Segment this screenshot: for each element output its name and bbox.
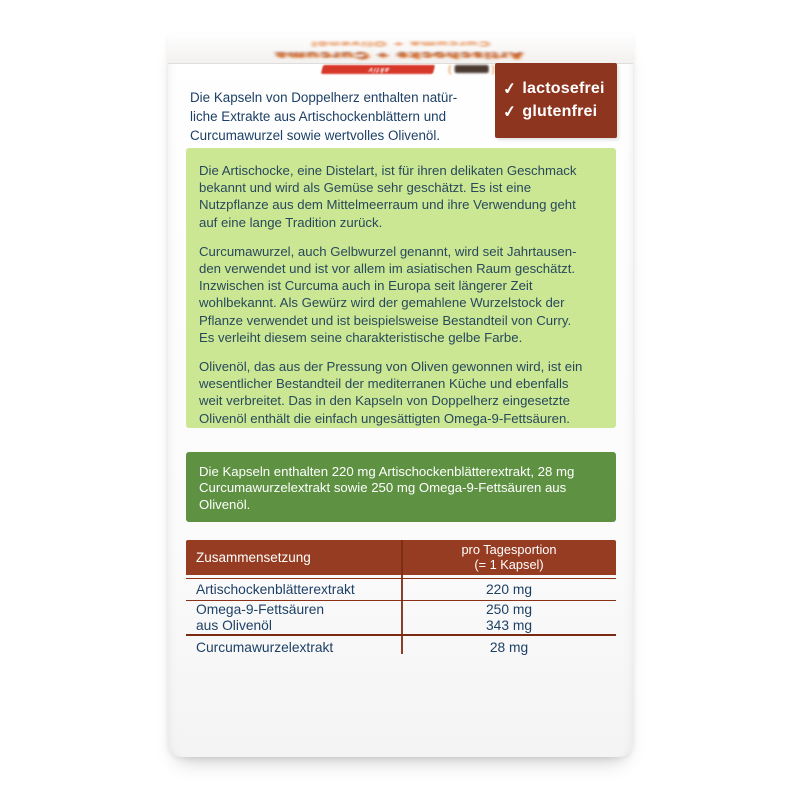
row-name: Curcumawurzelextrakt: [196, 640, 334, 655]
text-line: Curcumawurzel sowie wertvolles Olivenöl.: [190, 128, 441, 143]
nutrition-table: [186, 540, 616, 659]
doppelherz-logo: [448, 64, 495, 75]
aktiv-pill: [321, 65, 435, 74]
logo-bracket-left: (: [491, 64, 495, 75]
ingredient-info-panel: [186, 148, 616, 428]
text-line: Olivenöl.: [199, 496, 251, 512]
text-line: Olivenöl enthält die einfach ungesättigten Omega-9-Fettsäuren.: [199, 410, 570, 426]
brand-print: [250, 38, 550, 75]
text-line: bekannt und wird als Gemüse sehr geschätzt. Es ist eine: [199, 180, 532, 196]
olive-oil-paragraph: [199, 358, 616, 427]
artichoke-paragraph: [199, 162, 616, 231]
product-box-back-panel: [168, 34, 633, 757]
text-line: pro Tagesportion: [461, 542, 557, 557]
brand-print-line-big: Artischocke + Curcuma: [275, 50, 525, 62]
row-name: [186, 602, 402, 634]
claim-label: lactosefrei: [522, 80, 605, 97]
logo-bracket-right: ): [447, 64, 451, 75]
header-composition: Zusammensetzung: [196, 550, 311, 565]
text-line: 343 mg: [485, 617, 533, 633]
box-top-flap: [168, 34, 633, 75]
text-line: aus Olivenöl: [196, 617, 272, 633]
text-line: wohlbekannt. Als Gewürz wird der gemahlene Wurzelstock der: [199, 295, 565, 311]
logo-heart-icon: [454, 66, 488, 74]
row-value: 220 mg: [485, 582, 533, 597]
claims-badge: [495, 63, 617, 138]
text-line: wesentlicher Bestandteil der mediterranen Küche und ebenfalls: [199, 376, 569, 392]
text-line: weit verbreitet. Das in den Kapseln von Doppelherz eingesetzte: [199, 393, 570, 409]
row-name: Artischockenblätterextrakt: [196, 582, 355, 597]
text-line: Omega-9-Fettsäuren: [196, 602, 325, 617]
text-line: Inzwischen ist Curcuma auch in Europa seit längerer Zeit: [199, 278, 533, 294]
text-line: den verwendet und ist vor allem im asiatischen Raum geschätzt.: [199, 261, 576, 277]
text-line: Curcumawurzelextrakt sowie 250 mg Omega-9-Fettsäuren aus: [199, 480, 567, 496]
check-icon: ✓: [502, 103, 518, 122]
text-line: Pflanze verwendet und ist beispielsweise Bestandteil von Curry.: [199, 312, 572, 328]
row-value: [402, 602, 616, 634]
text-line: Die Artischocke, eine Distelart, ist für ihren delikaten Geschmack: [199, 163, 577, 178]
text-line: Nutzpflanze aus dem Mittelmeerraum und ihre Verwendung geht: [199, 197, 576, 213]
curcuma-paragraph: [199, 243, 616, 346]
aktiv-pill-label: aktiv: [366, 66, 390, 73]
text-line: Olivenöl, das aus der Pressung von Oliven gewonnen wird, ist ein: [199, 359, 583, 375]
claim-label: glutenfrei: [522, 103, 598, 120]
text-line: Die Kapseln von Doppelherz enthalten natür-: [190, 90, 458, 105]
capsule-content-panel: [186, 452, 616, 522]
brand-print-line-small: Curcuma + Olivenöl: [310, 39, 490, 48]
text-line: 250 mg: [485, 602, 533, 617]
intro-text: [190, 88, 490, 145]
claim-glutenfree: [503, 102, 617, 122]
text-line: auf eine lange Tradition zurück.: [199, 214, 383, 230]
header-portion: [402, 543, 616, 572]
brand-print-row: [322, 64, 495, 75]
text-line: (= 1 Kapsel): [474, 556, 544, 572]
check-icon: ✓: [502, 80, 518, 99]
text-line: Curcumawurzel, auch Gelbwurzel genannt, wird seit Jahrtausen-: [199, 243, 577, 259]
text-line: liche Extrakte aus Artischockenblättern und: [190, 109, 447, 124]
claim-lactosefree: [503, 79, 617, 99]
column-divider: [401, 540, 403, 654]
text-line: Es verleiht diesem seine charakteristische gelbe Farbe.: [199, 329, 523, 345]
text-line: Die Kapseln enthalten 220 mg Artischockenblätterextrakt, 28 mg: [199, 464, 575, 479]
row-value: 28 mg: [489, 640, 529, 655]
